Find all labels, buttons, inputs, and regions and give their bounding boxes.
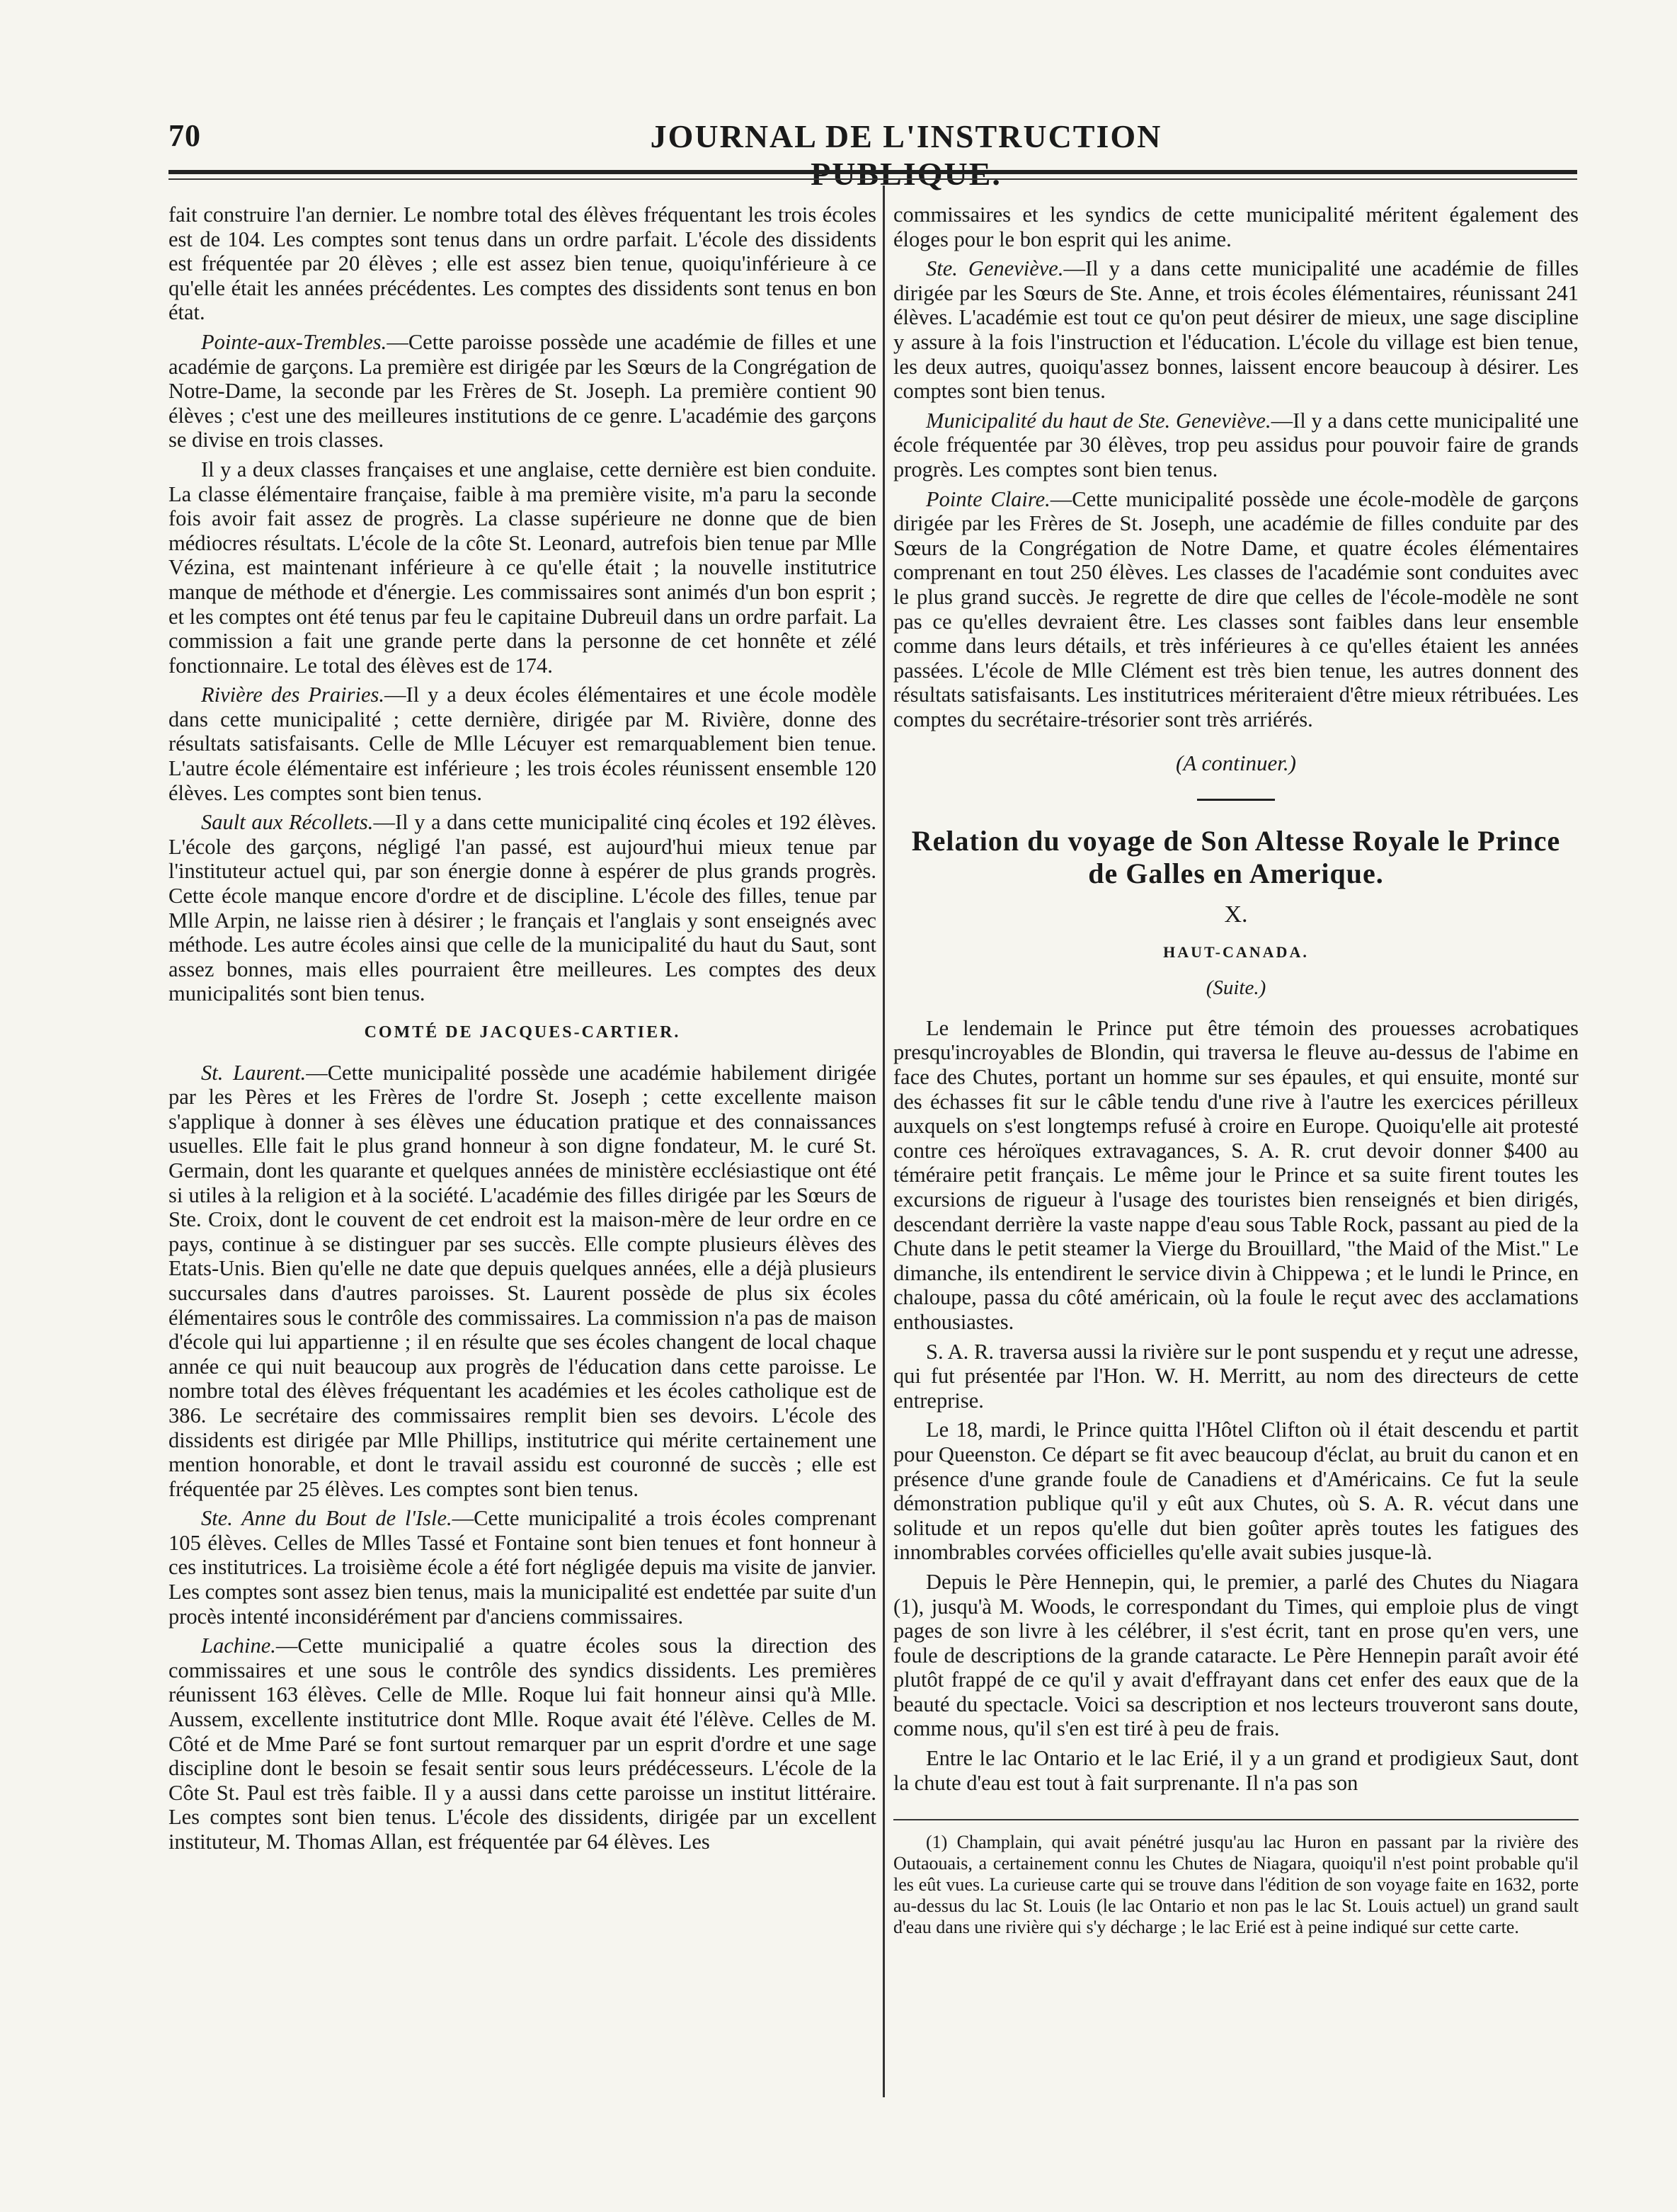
paragraph: Lachine.—Cette municipalié a quatre écoles sous la direction des commissaires et une sous le contrôle des syndics dissidents. Les premières réunissent 163 élèves. Celle de Mlle. Roque lui fait honneur ainsi qu'à Mlle. Aussem, excellente institutrice dont Mlle. Roque avait été l'élève. Celles de M. Côté et de Mme Paré se font surtout remarquer par un esprit d'ordre et une sage discipline dont le besoin se fesait sentir sous leurs prédécesseurs. L'école de la Côte St. Paul est très faible. Il y a aussi dans cette paroisse un institut littéraire. Les comptes sont bien tenus. L'école des dissidents, dirigée par un excellent instituteur, M. Thomas Allan, est fréquentée par 64 élèves. Les [168, 1634, 876, 1854]
column-divider [883, 186, 885, 2097]
article-title: Relation du voyage de Son Altesse Royale le Prince de Galles en Amerique. [911, 825, 1561, 890]
paragraph: Le 18, mardi, le Prince quitta l'Hôtel Clifton où il était descendu et partit pour Queenston. Ce départ se fit avec beaucoup d'éclat, au bruit du canon et en présence d'une grande foule de Canadiens et d'Américains. Ce fut la seule démonstration publique qu'il y eût aux Chutes, où S. A. R. vécut dans une solitude et un repos qu'elle dut bien goûter après toutes les fatigues des innombrables corvées officielles qu'elle avait subies jusque-là. [893, 1418, 1579, 1565]
header-rule-thin [168, 178, 1577, 180]
page-number: 70 [168, 118, 201, 153]
paragraph: Sault aux Récollets.—Il y a dans cette municipalité cinq écoles et 192 élèves. L'école des garçons, négligé l'an passé, est aujourd'hui mieux tenue par l'instituteur actuel qui, par son énergie donne à espérer de plus grands progrès. Cette école manque encore d'ordre et de discipline. L'école des filles, tenue par Mlle Arpin, ne laisse rien à désirer ; le français et l'anglais y sont enseignés avec méthode. Les autre écoles ainsi que celle de la municipalité du haut du Saut, sont assez bonnes, mais elles pourraient être meilleures. Les comptes des deux municipalités sont bien tenus. [168, 810, 876, 1006]
suite-note: (Suite.) [1206, 976, 1266, 1000]
paragraph: Il y a deux classes françaises et une anglaise, cette dernière est bien conduite. La classe élémentaire française, faible à ma première visite, m'a paru la seconde fois avoir fait assez de progrès. La classe supérieure ne donne que de bien médiocres résultats. L'école de la côte St. Leonard, autrefois bien tenue par Mlle Vézina, est maintenant inférieure à ce qu'elle était ; la nouvelle institutrice manque de méthode et d'énergie. Les commissaires sont animés d'un bon esprit ; et les comptes ont été tenus par feu le capitaine Dubreuil dans un ordre parfait. La commission a fait une grande perte dans la personne de cet honnête et zélé fonctionnaire. Le total des élèves est de 174. [168, 457, 876, 678]
footnote-rule [893, 1819, 1579, 1820]
paragraph-lead: St. Laurent. [201, 1060, 307, 1085]
article-subtitle: HAUT-CANADA. [1163, 942, 1309, 961]
running-title: JOURNAL DE L'INSTRUCTION [650, 118, 1162, 154]
paragraph-lead: Lachine. [201, 1634, 276, 1658]
paragraph-lead: Pointe-aux-Trembles. [201, 329, 387, 354]
paragraph: Ste. Anne du Bout de l'Isle.—Cette municipalité a trois écoles comprenant 105 élèves. Celles de Mlles Tassé et Fontaine sont bien tenues et font honneur à ces institutrices. La troisième école a été fort négligée depuis ma visite de janvier. Les comptes sont assez bien tenus, mais la municipalité est endettée par suite d'un procès intenté inconsidérément par d'anciens commissaires. [168, 1506, 876, 1629]
paragraph: St. Laurent.—Cette municipalité possède une académie habilement dirigée par les Pères et les Frères de l'ordre St. Joseph ; cette excellente maison s'applique à donner à ses élèves une éducation pratique et des connaissances usuelles. Elle fait le plus grand honneur à son digne fondateur, M. le curé St. Germain, dont les quarante et quelques années de ministère ecclésiastique ont été si utiles à la religion et à la société. L'académie des filles dirigée par les Sœurs de Ste. Croix, dont le couvent de cet endroit est la maison-mère de leur ordre en ce pays, continue à se distinguer par ses succès. Elle compte plusieurs élèves des Etats-Unis. Bien qu'elle ne date que depuis quelques années, elle a déjà plusieurs succursales dans d'autres paroisses. St. Laurent possède de plus six écoles élémentaires sous le contrôle des commissaires. La commission n'a pas de maison d'école qui lui appartienne ; il en résulte que ses écoles changent de local chaque année ce qui nuit beaucoup aux progrès de l'éducation dans cette paroisse. Le nombre total des élèves fréquentant les académies et les écoles catholique est de 386. Le secrétaire des commissaires remplit bien ses devoirs. L'école des dissidents est dirigée par Mlle Phillips, institutrice qui mérite certainement une mention honorable, et dont le travail assidu est couronné de succès ; elle est fréquentée par 25 élèves. Les comptes sont bien tenus. [168, 1060, 876, 1501]
paragraph: Rivière des Prairies.—Il y a deux écoles élémentaires et une école modèle dans cette municipalité ; cette dernière, dirigée par M. Rivière, donne des résultats satisfaisants. Celle de Mlle Lécuyer est remarquablement bien tenue. L'autre école élémentaire est inférieure ; les trois écoles réunissent ensemble 120 élèves. Les comptes sont bien tenus. [168, 683, 876, 805]
footnote: (1) Champlain, qui avait pénétré jusqu'au lac Huron en passant par la rivière des Outaouais, a certainement connu les Chutes de Niagara, quoiqu'il n'est point probable qu'il les eût vues. La curieuse carte qui se trouve dans l'édition de son voyage faite en 1632, porte au-dessus du lac St. Louis (le lac Ontario et non pas le lac St. Louis actuel) un grand sault d'eau dans une rivière qui s'y décharge ; le lac Erié est à peine indiqué sur cette carte. [893, 1832, 1579, 1938]
paragraph-lead: Ste. Anne du Bout de l'Isle. [201, 1506, 452, 1531]
paragraph-lead: Rivière des Prairies. [201, 683, 385, 707]
paragraph: S. A. R. traversa aussi la rivière sur le pont suspendu et y reçut une adresse, qui fut présentée par l'Hon. W. H. Merritt, au nom des directeurs de cette entreprise. [893, 1339, 1579, 1413]
right-column [893, 203, 1579, 1943]
paragraph-lead: Sault aux Récollets. [201, 810, 374, 835]
paragraph: Municipalité du haut de Ste. Geneviève.—Il y a dans cette municipalité une école fréquentée par 30 élèves, trop peu assidus pour pouvoir faire de grands progrès. Les comptes sont bien tenus. [893, 408, 1579, 481]
paragraph: fait construire l'an dernier. Le nombre total des élèves fréquentant les trois écoles est de 104. Les comptes sont tenus dans un ordre parfait. L'école des dissidents est fréquentée par 20 élèves ; elle est assez bien tenue, quoiqu'inférieure à ce qu'elle était les années précédentes. Les comptes des dissidents sont tenus en bon état. [168, 203, 876, 325]
paragraph-lead: Municipalité du haut de Ste. Geneviève. [926, 408, 1271, 433]
header-rule-thick [168, 170, 1577, 174]
section-heading: COMTÉ DE JACQUES-CARTIER. [364, 1023, 681, 1042]
paragraph-lead: Ste. Geneviève. [926, 256, 1064, 281]
paragraph: Ste. Geneviève.—Il y a dans cette municipalité une académie de filles dirigée par les Sœurs de Ste. Anne, et trois écoles élémentaires, réunissant 241 élèves. L'académie est tout ce qu'on peut désirer de mieux, une sage discipline y assure à la fois l'instruction et l'éducation. L'école du village est bien tenue, les deux autres, quoiqu'assez bonnes, laissent encore beaucoup à désirer. Les comptes sont bien tenus. [893, 256, 1579, 404]
paragraph-lead: Pointe Claire. [926, 486, 1051, 511]
paragraph: Pointe-aux-Trembles.—Cette paroisse possède une académie de filles et une académie de garçons. La première est dirigée par les Sœurs de la Congrégation de Notre-Dame, la seconde par les Frères de St. Joseph. La première contient 90 élèves ; c'est une des meilleures institutions de ce genre. L'académie des garçons se divise en trois classes. [168, 329, 876, 452]
chapter-number: X. [1224, 901, 1248, 928]
paragraph: commissaires et les syndics de cette municipalité méritent également des éloges pour le bon esprit qui les anime. [893, 203, 1579, 251]
paragraph: Pointe Claire.—Cette municipalité possède une école-modèle de garçons dirigée par les Frères de St. Joseph, une académie de filles conduite par des Sœurs de la Congrégation de Notre Dame, et quatre écoles élémentaires comprenant en tout 250 élèves. Les classes de l'académie sont conduites avec le plus grand succès. Je regrette de dire que celles de l'école-modèle ne sont pas ce qu'elles devraient être. Les classes sont faibles dans leur ensemble comme dans leurs détails, et très inférieures à ce qu'elles étaient les années passées. L'école de Mlle Clément est très bien tenue, les autres donnent des résultats satisfaisants. Les institutrices mériteraient d'être mieux rétribuées. Les comptes du secrétaire-trésorier sont très arriérés. [893, 486, 1579, 731]
left-column [168, 203, 876, 1859]
paragraph: Depuis le Père Hennepin, qui, le premier, a parlé des Chutes du Niagara (1), jusqu'à M. Woods, le correspondant du Times, qui emploie plus de vingt pages de son livre à les célébrer, il s'est écrit, tant en prose qu'en vers, une foule de descriptions de la grande cataracte. Le Père Hennepin paraît avoir été plutôt frappé de ce qu'il y avait d'effrayant dans cet enfer des eaux que de la beauté du spectacle. Voici sa description et nos lecteurs trouveront sans doute, comme nous, qu'il s'en est tiré à peu de frais. [893, 1569, 1579, 1741]
paragraph: Le lendemain le Prince put être témoin des prouesses acrobatiques presqu'incroyables de Blondin, qui traversa le fleuve au-dessus de l'abime en face des Chutes, portant un homme sur ses épaules, et qui ensuite, monté sur des échasses fit sur le câble tendu d'une rive à l'autre les exercices périlleux auxquels on s'est longtemps refusé à croire en Europe. Quoiqu'elle ait protesté contre ces héroïques extravagances, S. A. R. crut devoir donner $400 au téméraire petit français. Le même jour le Prince et sa suite firent toutes les excursions de rigueur à l'usage des touristes bien renseignés et bien dirigés, descendant derrière la vaste nappe d'eau sous Table Rock, passant au pied de la Chute dans le petit steamer la Vierge du Brouillard, "the Maid of the Mist." Le dimanche, ils entendirent le service divin à Chippewa ; et le lundi le Prince, en chaloupe, passa du côté américain, où la foule le reçut avec des acclamations enthousiastes. [893, 1015, 1579, 1334]
continued-note: (A continuer.) [1176, 751, 1296, 776]
article-separator [1197, 799, 1275, 801]
paragraph: Entre le lac Ontario et le lac Erié, il y a un grand et prodigieux Saut, dont la chute d'eau est tout à fait surprenante. Il n'a pas son [893, 1746, 1579, 1795]
